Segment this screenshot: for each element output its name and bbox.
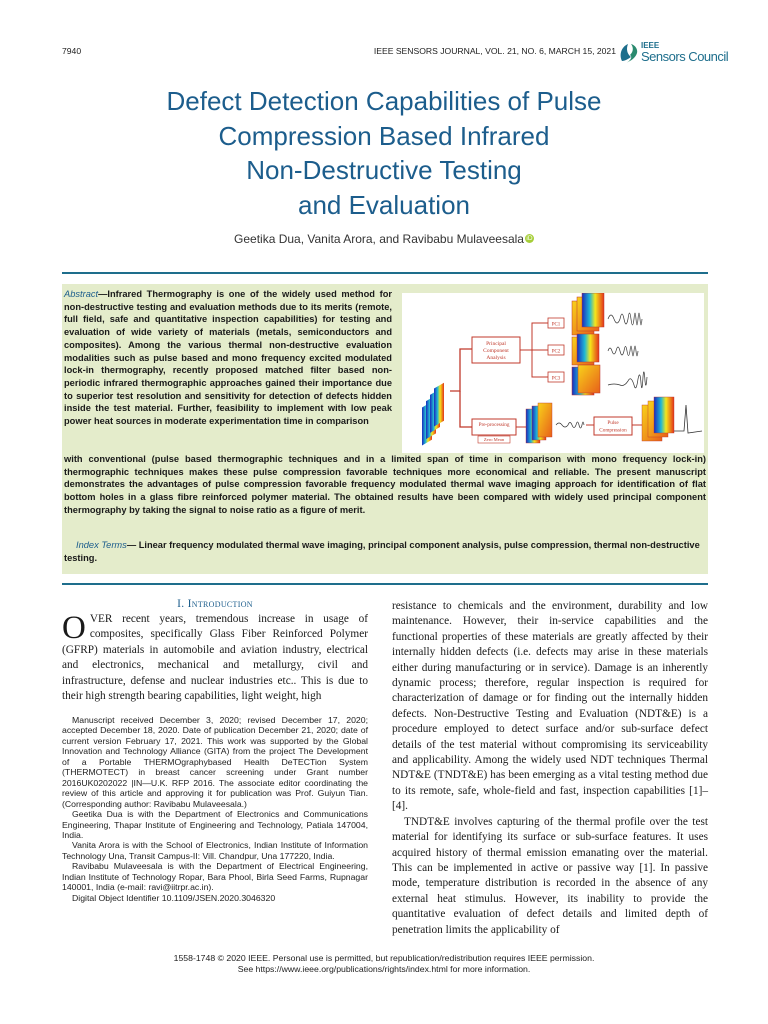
footnote: Digital Object Identifier 10.1109/JSEN.2020.3046320 <box>72 892 276 903</box>
paper-title <box>0 84 768 222</box>
chirp-signal-2 <box>608 346 638 356</box>
pc-output-stacks <box>572 293 604 395</box>
logo-ieee-text: IEEE <box>641 41 660 50</box>
chirp-signal-4 <box>556 422 584 428</box>
copyright-footer <box>0 953 768 975</box>
abstract-text-full-width: with conventional (pulse based thermographic techniques and in a limited span of time in comparison with mono frequency lock-in) thermographic techniques makes these pulse compression favorable techniques more economical and reliable. The present manuscript demonstrates the advantages of pulse compression favorable frequency modulated thermal wave imaging approach for identification of flat bottom holes in a glass fibre reinforced polymer material. The obtained results have been compared with widely used principal component thermography by taking the signal to noise ratio as a figure of merit. <box>64 454 706 515</box>
input-thermal-sequence <box>422 383 444 446</box>
running-header <box>62 41 729 66</box>
preprocessing-label: Pre-processing <box>478 422 510 428</box>
bottom-rule <box>62 583 708 585</box>
body-paragraph: TNDT&E involves capturing of the thermal profile over the test material for identifying its surface or sub-surface features. It uses acquired history of thermal emission emanating over the material. This can be implemented in active or passive way [1]. In passive mode, temperature distribution is recorded in the absence of any external heat stimulus. However, its inability to provide the quantitative evaluation of defect details and limited depth of penetration limits the applicability of <box>392 815 708 936</box>
title-line: Defect Detection Capabilities of Pulse <box>166 86 602 116</box>
index-terms <box>64 539 706 564</box>
chirp-signal-1 <box>608 313 642 325</box>
journal-info: IEEE SENSORS JOURNAL, VOL. 21, NO. 6, MARCH 15, 2021 <box>373 46 616 56</box>
figure-diagram <box>402 293 704 453</box>
abstract-box <box>62 284 708 574</box>
copyright-line: 1558-1748 © 2020 IEEE. Personal use is permitted, but republication/redistribution requires IEEE permission. <box>173 953 595 963</box>
pc-label: PC2 <box>551 349 561 355</box>
title-line: Compression Based Infrared <box>218 120 550 151</box>
pc-label: PC1 <box>551 322 561 328</box>
section-number: I. <box>177 598 185 610</box>
drop-cap: O <box>62 610 86 646</box>
title-line: and Evaluation <box>297 189 471 220</box>
intro-paragraph <box>62 612 368 704</box>
abstract-label: Abstract <box>64 289 99 299</box>
chirp-signal-3 <box>608 372 647 388</box>
pca-label: Component <box>483 348 509 354</box>
right-column-text <box>392 599 708 938</box>
footnote: Geetika Dua is with the Department of Electronics and Communications Engineering, Thapar Institute of Engineering and Technology, Patiala 147004, India. <box>62 809 368 840</box>
section-title: Introduction <box>187 598 253 610</box>
compressed-pulse-signal <box>674 405 702 433</box>
intro-text: VER recent years, tremendous increase in usage of composites, specifically Glass Fiber Reinforced Polymer (GFRP) materials in automobile and aviation industry, electrical and electronics, mechanical and metallurgy, civil and infrastructure, defense and nuclear industries etc.. This is due to their high strength bearing capabilities, light weight, high <box>62 613 368 703</box>
graphical-abstract-figure <box>402 293 704 453</box>
sensors-council-logo <box>618 41 729 67</box>
index-terms-text: — Linear frequency modulated thermal wave imaging, principal component analysis, pulse compression, thermal non-destructive testing. <box>64 540 700 563</box>
abstract-text-beside-figure <box>64 288 392 428</box>
index-terms-label: Index Terms <box>76 540 127 550</box>
preprocessed-stack <box>526 403 552 443</box>
logo-council-text: Sensors Council <box>641 49 729 64</box>
rights-link-line: See https://www.ieee.org/publications/rights/index.html for more information. <box>237 964 531 974</box>
abstract-text: —Infrared Thermography is one of the widely used method for non-destructive testing and evaluation methods due to its merits (remote, full field, safe and quantitative inspection capabilities) for testing and evaluation of wide variety of materials (metals, semiconductors and composites). Among the various thermal non-destructive evaluation modalities such as pulse based and mono frequency excited modulated lock-in thermography, recently proposed matched filter based non-periodic infrared thermographic approaches gained their importance due to superior test resolution and sensitivity for detection of defects hidden inside the test material. Further, feasibility to implement with low peak power heat sources in moderate experimentation time in comparison <box>64 289 392 427</box>
pulse-compression-label: Pulse <box>607 420 619 426</box>
pulse-compression-label: Compression <box>599 427 627 434</box>
top-rule <box>62 272 708 274</box>
zero-mean-label: Zero Mean <box>483 437 505 442</box>
pulse-compressed-stack <box>642 397 674 441</box>
pca-label: Principal <box>486 341 506 347</box>
title-line: Non-Destructive Testing <box>246 155 522 185</box>
author-list <box>0 232 768 246</box>
section-heading <box>62 598 368 610</box>
footnotes <box>62 715 368 903</box>
author-names: Geetika Dua, Vanita Arora, and Ravibabu Mulaveesala <box>234 232 524 246</box>
footnote: Manuscript received December 3, 2020; revised December 17, 2020; accepted December 18, 2020. Date of publication December 21, 2020; date of current version February 17, 2021. This work was supported by the Global Innovation and Technology Alliance (GITA) from the project The Development of a Portable THERMOgraphybased Health DeTECTion System (THERMOTECT) in breast cancer screening under Grant number 2016UK0202022 |IN—U.K. RFP 2016. The associate editor coordinating the review of this article and approving it for publication was Prof. Guiyun Tian. (Corresponding author: Ravibabu Mulaveesala.) <box>62 715 368 809</box>
sensors-council-emblem-icon <box>618 41 640 65</box>
body-paragraph: resistance to chemicals and the environment, durability and low maintenance. However, their in-service capabilities and the functional properties of these materials are greatly affected by their internally hidden defects (i.e. defects may arise in these materials either during manufacturing or in service). Damage is an inherently dynamic process; therefore, regular inspection is required for characterization of damage or for finding out the internally hidden defects. Non-Destructive Testing and Evaluation (NDT&E) is a procedure employed to detect surface and/or sub-surface defect details of the test material without compromising its serviceability and applicability. Among the widely used NDT techniques Thermal NDT&E (TNDT&E) has been emerging as a vital testing method due to its remote, safe, whole-field and fast, inspection capabilities [1]–[4]. <box>392 600 708 813</box>
pc-label: PC3 <box>551 376 561 382</box>
pca-label: Analysis <box>486 355 506 361</box>
page-number: 7940 <box>62 46 82 56</box>
footnote: Vanita Arora is with the School of Electronics, Indian Institute of Information Technology Una, Transit Campus-II: Vill. Chandpur, Una 177220, India. <box>62 840 368 861</box>
orcid-icon[interactable]: iD <box>526 235 533 242</box>
footnote: Ravibabu Mulaveesala is with the Department of Electrical Engineering, Indian Institute of Technology Ropar, Bara Phool, Birla Seed Farms, Rupnagar 140001, India (e-mail: ravi@iitrpr.ac.in). <box>62 861 368 893</box>
